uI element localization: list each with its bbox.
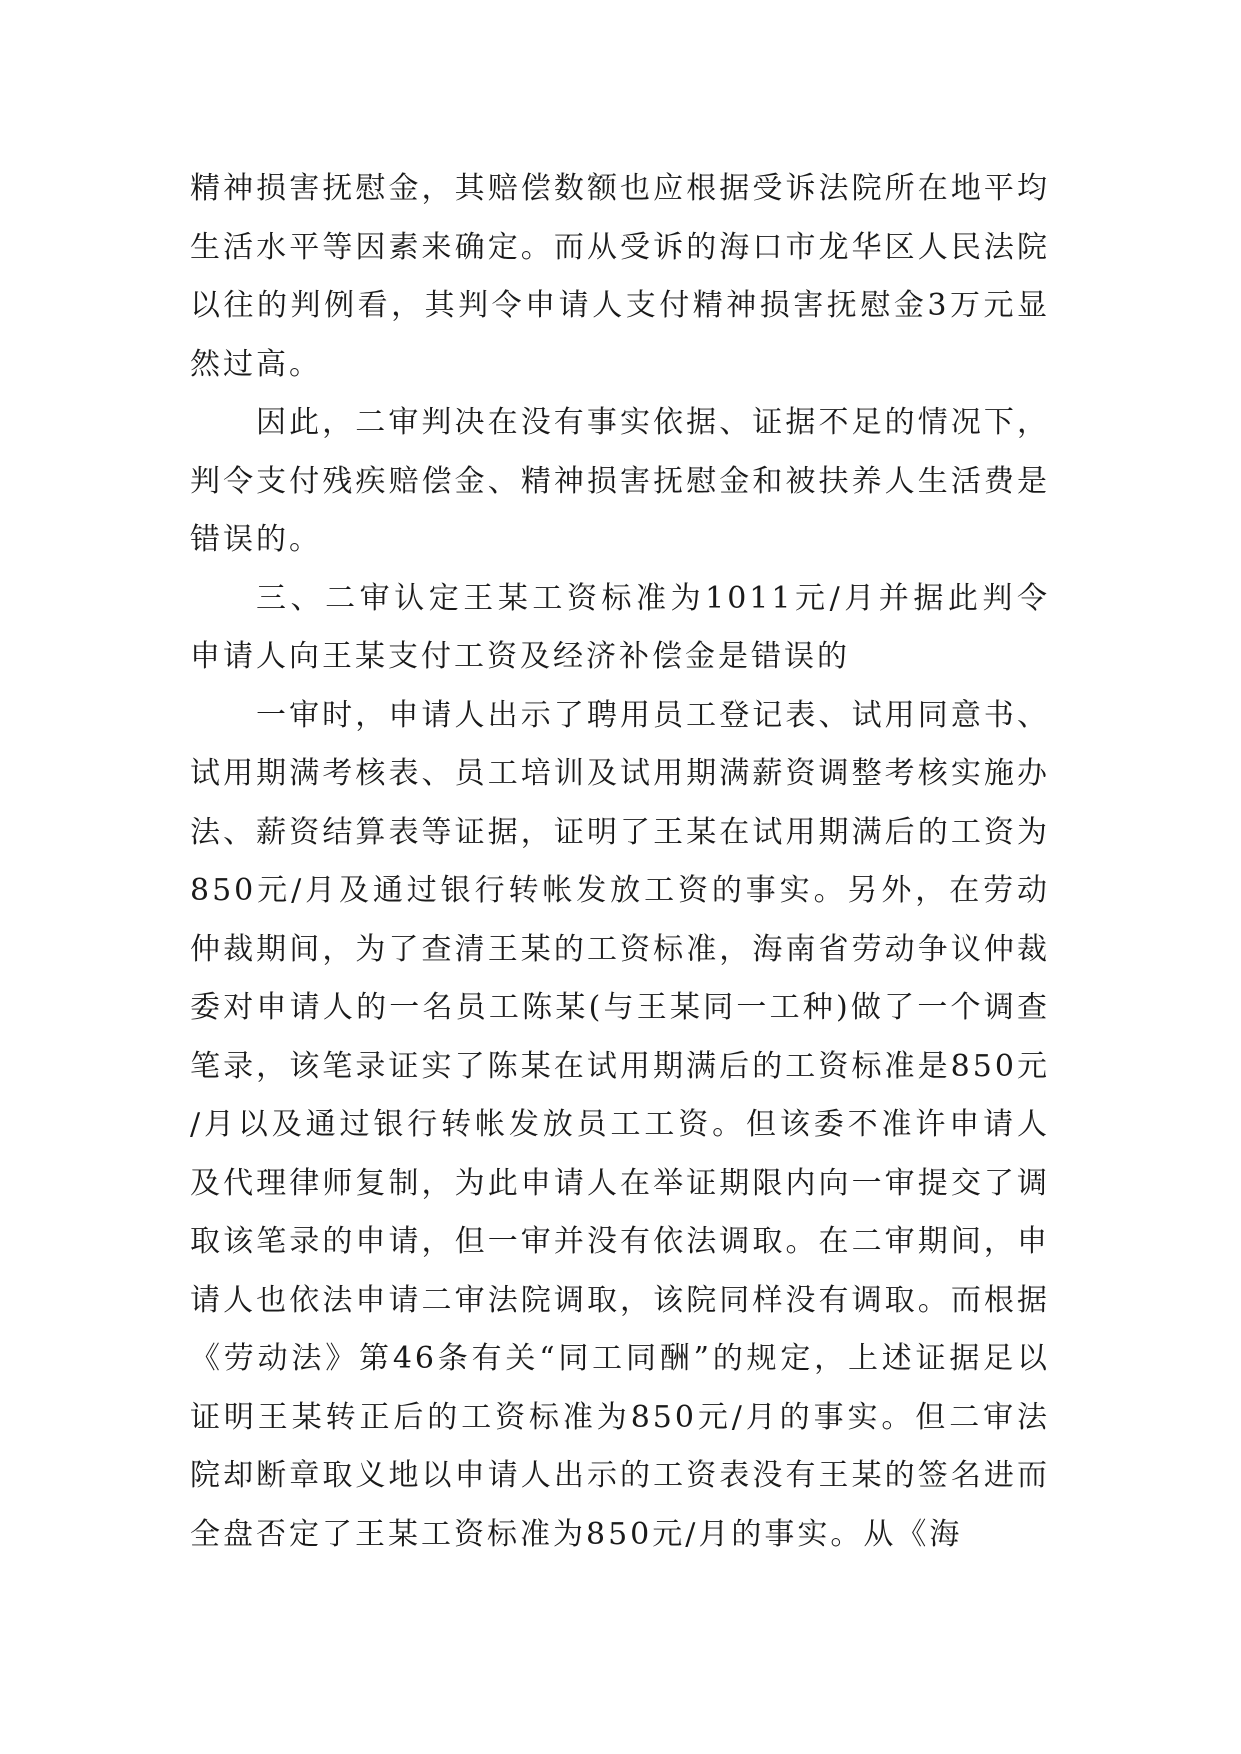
paragraph-wage-evidence: 一审时，申请人出示了聘用员工登记表、试用同意书、试用期满考核表、员工培训及试用期满薪资调整考核实施办法、薪资结算表等证据，证明了王某在试用期满后的工资为850元/月及通过银行转帐发放工资的事实。另外，在劳动仲裁期间，为了查清王某的工资标准，海南省劳动争议仲裁委对申请人的一名员工陈某(与王某同一工种)做了一个调查笔录，该笔录证实了陈某在试用期满后的工资标准是850元/月以及通过银行转帐发放员工工资。但该委不准许申请人及代理律师复制，为此申请人在举证期限内向一审提交了调取该笔录的申请，但一审并没有依法调取。在二审期间，申请人也依法申请二审法院调取，该院同样没有调取。而根据《劳动法》第46条有关“同工同酬”的规定，上述证据足以证明王某转正后的工资标准为850元/月的事实。但二审法院却断章取义地以申请人出示的工资表没有王某的签名进而全盘否定了王某工资标准为850元/月的事实。从《海 (190, 697, 1050, 1552)
section-heading-wage-standard: 三、二审认定王某工资标准为1011元/月并据此判令申请人向王某支付工资及经济补偿金是错误的 (190, 580, 1050, 674)
paragraph-judgment-error-conclusion: 因此，二审判决在没有事实依据、证据不足的情况下，判令支付残疾赔偿金、精神损害抚慰金和被扶养人生活费是错误的。 (190, 405, 1050, 557)
document-body (190, 160, 1050, 1564)
paragraph-mental-damage-compensation: 精神损害抚慰金，其赔偿数额也应根据受诉法院所在地平均生活水平等因素来确定。而从受诉的海口市龙华区人民法院以往的判例看，其判令申请人支付精神损害抚慰金3万元显然过高。 (190, 171, 1050, 382)
